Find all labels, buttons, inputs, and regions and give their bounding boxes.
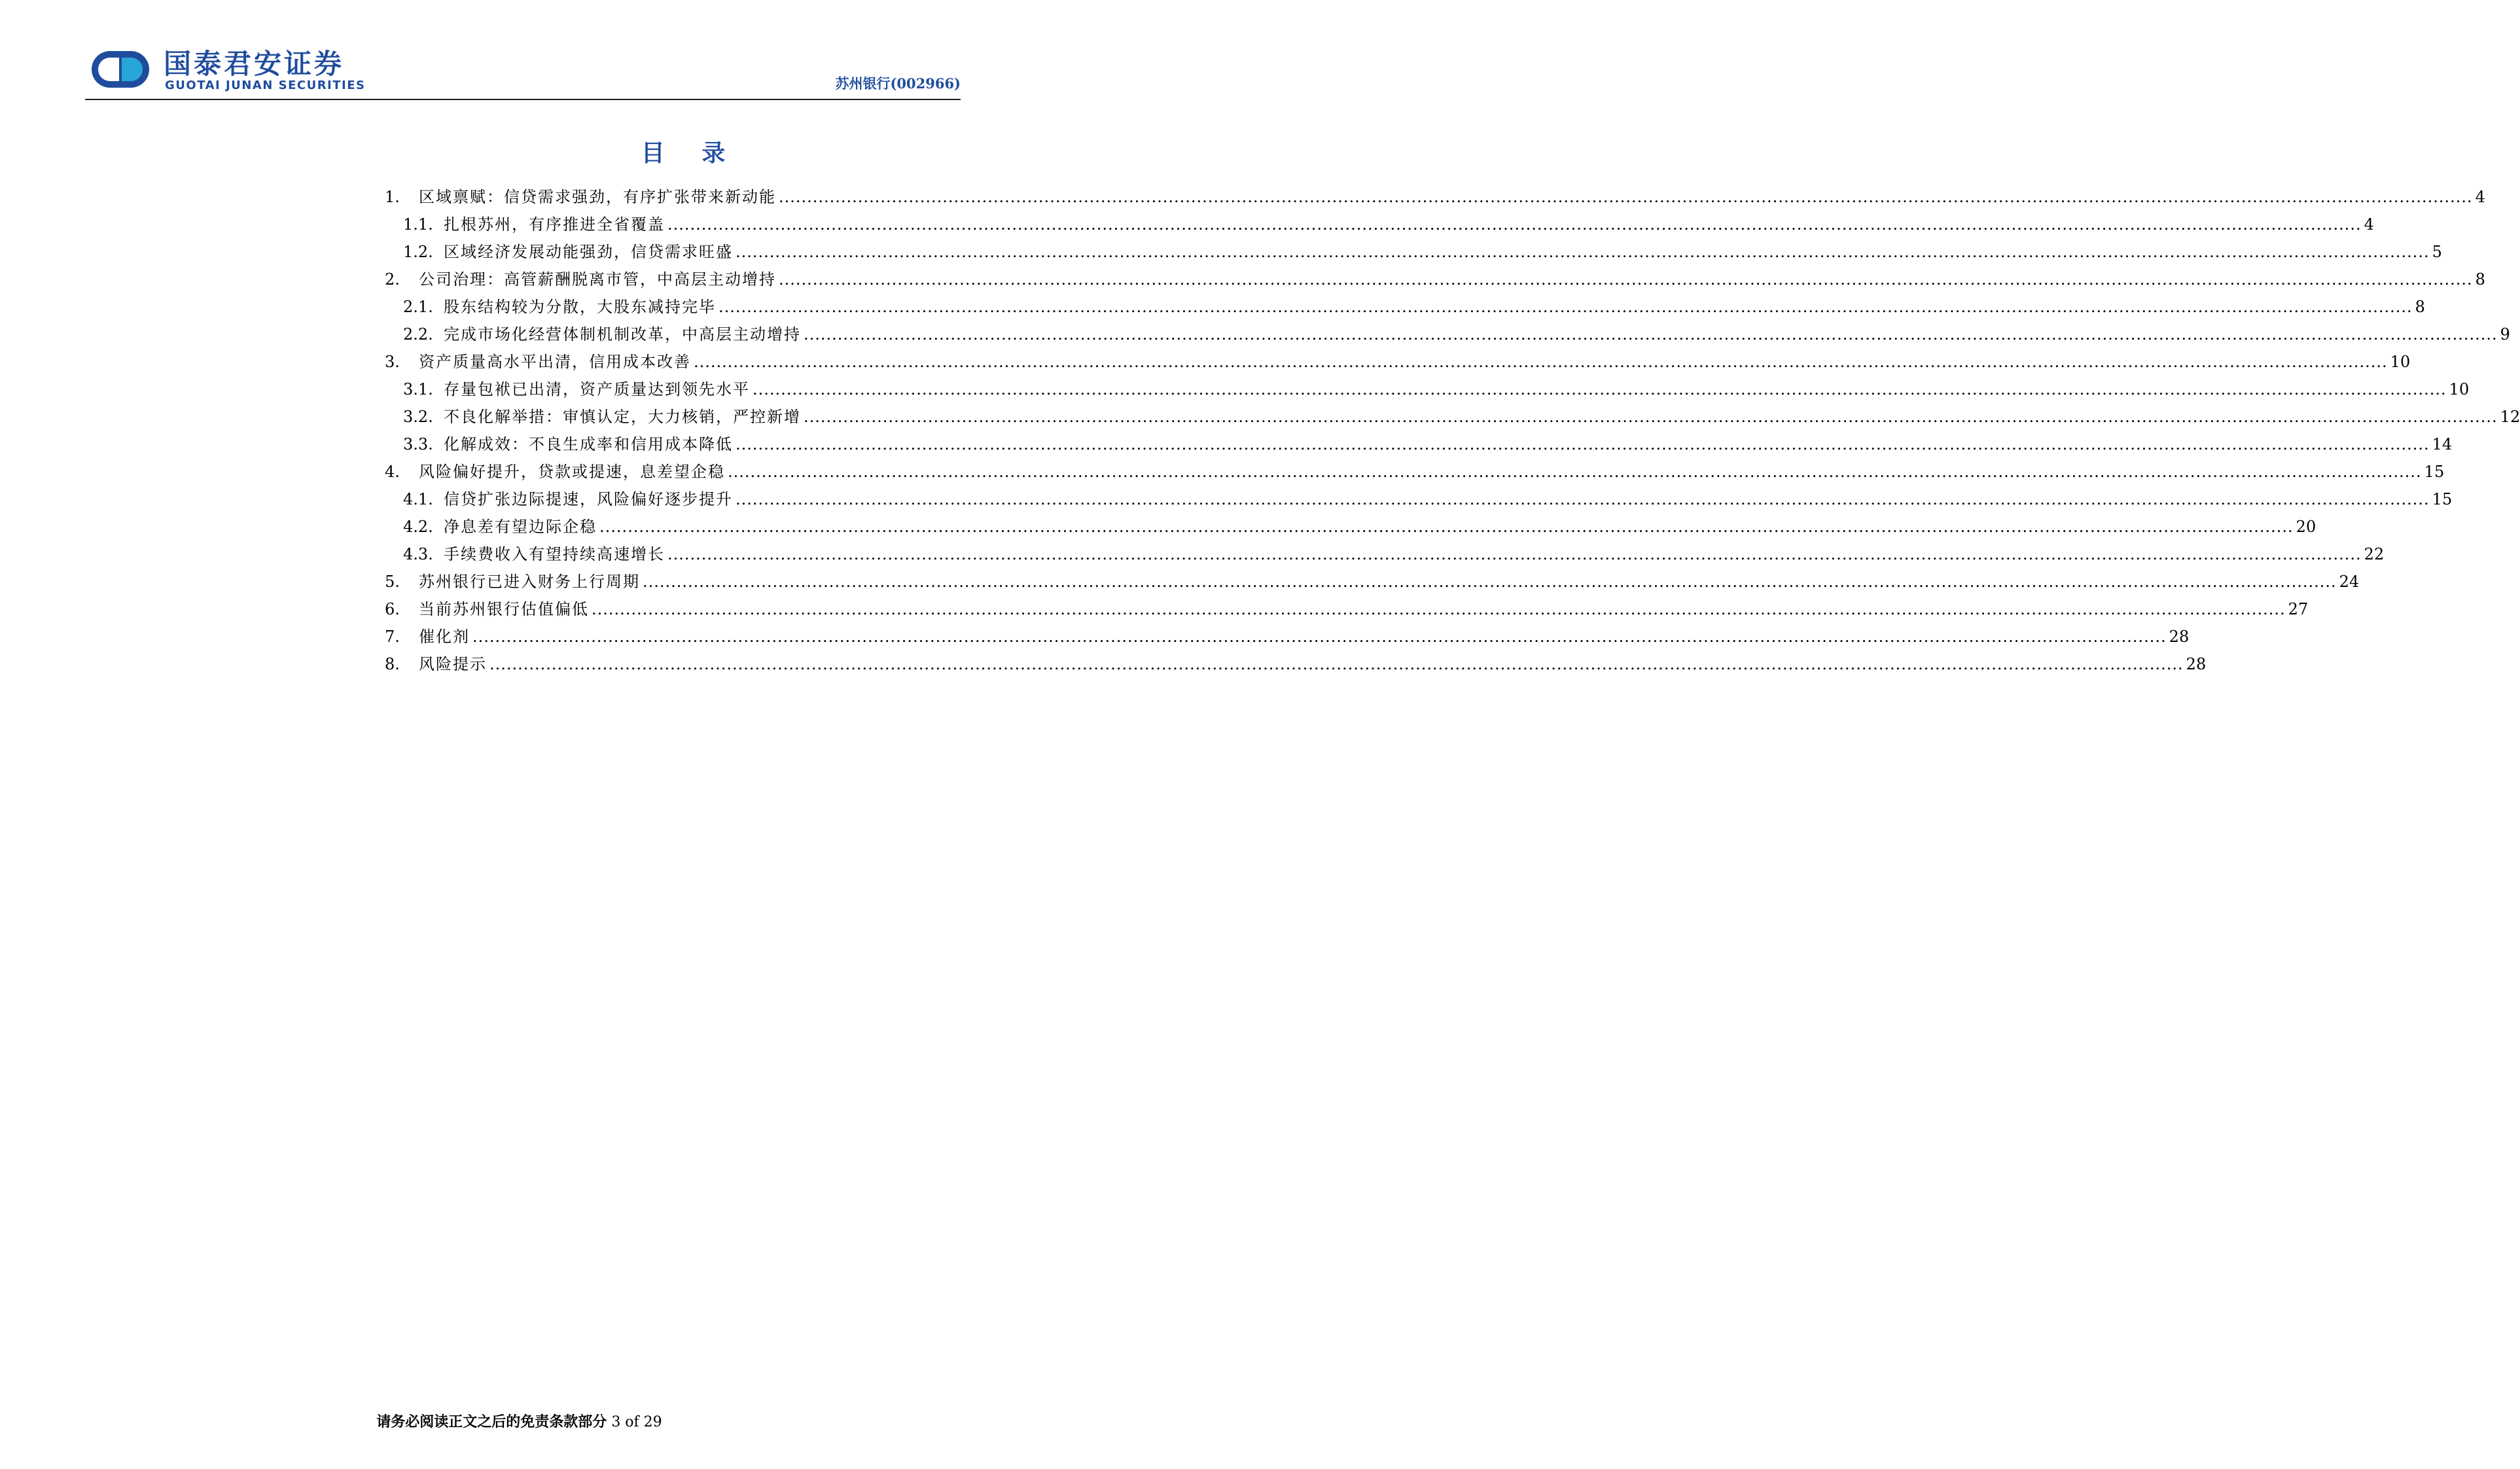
- toc-entry[interactable]: [385, 597, 2309, 625]
- toc-entry-title: 股东结构较为分散，大股东减持完毕: [444, 298, 716, 316]
- toc-entry-page: 28: [2169, 628, 2190, 646]
- toc-entry-number: 2.: [385, 270, 400, 289]
- toc-entry-page: 12: [2500, 408, 2520, 426]
- toc-dot-leader: ............................................................................................................................................................................................................................................................................................................: [599, 518, 2294, 536]
- toc-dot-leader: ............................................................................................................................................................................................................................................................................................................: [592, 600, 2286, 618]
- toc-entry-page: 10: [2390, 353, 2411, 371]
- toc-entry-number: 7.: [385, 628, 400, 646]
- toc-entry[interactable]: [385, 570, 2360, 597]
- toc-entry[interactable]: [385, 268, 2485, 295]
- toc-entry-title: 催化剂: [419, 628, 470, 646]
- toc-entry-page: 8: [2415, 298, 2425, 316]
- toc-entry-title: 完成市场化经营体制机制改革，中高层主动增持: [444, 325, 801, 344]
- toc-entry-page: 24: [2339, 573, 2360, 591]
- toc-entry-page: 4: [2364, 215, 2374, 234]
- toc-entry-title: 风险偏好提升，贷款或提速，息差望企稳: [419, 463, 725, 481]
- brand-name-en: GUOTAI JUNAN SECURITIES: [165, 79, 366, 92]
- toc-entry-number: 2.1.: [403, 298, 433, 316]
- toc-entry-page: 15: [2424, 463, 2445, 481]
- page-footer: [0, 1411, 1038, 1431]
- toc-entry-page: 8: [2475, 270, 2485, 289]
- toc-title: 目 录: [641, 139, 740, 167]
- toc-entry-number: 1.2.: [403, 243, 433, 261]
- toc-entry-number: 8.: [385, 655, 400, 673]
- toc-entry-title: 净息差有望边际企稳: [444, 518, 597, 536]
- toc-dot-leader: ............................................................................................................................................................................................................................................................................................................: [667, 215, 2362, 234]
- toc-entry-title: 化解成效：不良生成率和信用成本降低: [444, 435, 733, 453]
- toc-entry-number: 3.2.: [403, 408, 433, 426]
- toc-entry-title: 风险提示: [419, 655, 487, 673]
- toc-entry-page: 20: [2296, 518, 2316, 536]
- toc-entry-page: 4: [2475, 188, 2485, 206]
- toc-entry-title: 当前苏州银行估值偏低: [419, 600, 589, 618]
- toc-entry-page: 22: [2364, 545, 2385, 563]
- toc-entry-number: 3.: [385, 353, 400, 371]
- toc-dot-leader: ............................................................................................................................................................................................................................................................................................................: [694, 353, 2388, 371]
- toc-entry-number: 6.: [385, 600, 400, 618]
- toc-entry-page: 28: [2186, 655, 2207, 673]
- company-logo-icon: [90, 50, 151, 89]
- toc-entry-number: 2.2.: [403, 325, 433, 344]
- page-header: [85, 41, 961, 101]
- page-number: 3 of 29: [611, 1414, 662, 1430]
- toc-dot-leader: ............................................................................................................................................................................................................................................................................................................: [736, 490, 2430, 508]
- toc-entry-number: 4.2.: [403, 518, 433, 536]
- toc-dot-leader: ............................................................................................................................................................................................................................................................................................................: [667, 545, 2362, 563]
- toc-entry-title: 扎根苏州，有序推进全省覆盖: [444, 215, 665, 234]
- toc-entry-title: 信贷扩张边际提速，风险偏好逐步提升: [444, 490, 733, 508]
- toc-entry-page: 15: [2432, 490, 2453, 508]
- toc-entry-number: 4.1.: [403, 490, 433, 508]
- toc-entry[interactable]: [385, 295, 2425, 323]
- toc-entry[interactable]: [385, 185, 2485, 213]
- toc-entry[interactable]: [385, 542, 2385, 570]
- toc-entry-number: 3.1.: [403, 380, 433, 398]
- report-title: 苏州银行(002966): [835, 75, 961, 92]
- toc-dot-leader: ............................................................................................................................................................................................................................................................................................................: [736, 435, 2430, 453]
- toc-entry-title: 存量包袱已出清，资产质量达到领先水平: [444, 380, 750, 398]
- toc-entry-number: 3.3.: [403, 435, 433, 453]
- toc-entry-title: 苏州银行已进入财务上行周期: [419, 573, 640, 591]
- toc-entry-page: 5: [2432, 243, 2442, 261]
- toc-entry-number: 1.1.: [403, 215, 433, 234]
- toc-dot-leader: ............................................................................................................................................................................................................................................................................................................: [489, 655, 2184, 673]
- toc-entry-number: 1.: [385, 188, 400, 206]
- toc-entry[interactable]: [385, 213, 2374, 240]
- toc-entry[interactable]: [385, 240, 2442, 268]
- header-divider: [85, 99, 961, 100]
- toc-entry-title: 区域经济发展动能强劲，信贷需求旺盛: [444, 243, 733, 261]
- toc-entry-title: 区域禀赋：信贷需求强劲，有序扩张带来新动能: [419, 188, 776, 206]
- toc-dot-leader: ............................................................................................................................................................................................................................................................................................................: [728, 463, 2422, 481]
- toc-entry[interactable]: [385, 350, 2411, 378]
- toc-dot-leader: ............................................................................................................................................................................................................................................................................................................: [719, 298, 2413, 316]
- brand-name-cn: 国泰君安证券: [164, 48, 345, 80]
- toc-entry-number: 4.3.: [403, 545, 433, 563]
- toc-entry[interactable]: [385, 625, 2190, 652]
- toc-entry[interactable]: [385, 405, 2520, 433]
- toc-entry-title: 手续费收入有望持续高速增长: [444, 545, 665, 563]
- toc-dot-leader: ............................................................................................................................................................................................................................................................................................................: [779, 188, 2473, 206]
- toc-dot-leader: ............................................................................................................................................................................................................................................................................................................: [804, 408, 2498, 426]
- toc-entry[interactable]: [385, 460, 2445, 487]
- toc-entry-title: 资产质量高水平出清，信用成本改善: [419, 353, 691, 371]
- toc-entry[interactable]: [385, 652, 2207, 680]
- toc-dot-leader: ............................................................................................................................................................................................................................................................................................................: [753, 380, 2447, 398]
- toc-entry-title: 不良化解举措：审慎认定，大力核销，严控新增: [444, 408, 801, 426]
- toc-dot-leader: ............................................................................................................................................................................................................................................................................................................: [804, 325, 2498, 344]
- toc-entry-page: 27: [2288, 600, 2309, 618]
- toc-entry-page: 14: [2432, 435, 2453, 453]
- toc-entry-page: 9: [2500, 325, 2510, 344]
- toc-dot-leader: ............................................................................................................................................................................................................................................................................................................: [472, 628, 2167, 646]
- toc-dot-leader: ............................................................................................................................................................................................................................................................................................................: [779, 270, 2473, 289]
- table-of-contents: [385, 185, 2520, 680]
- toc-entry-number: 5.: [385, 573, 400, 591]
- toc-entry[interactable]: [385, 487, 2453, 515]
- toc-dot-leader: ............................................................................................................................................................................................................................................................................................................: [736, 243, 2430, 261]
- toc-entry-number: 4.: [385, 463, 400, 481]
- toc-dot-leader: ............................................................................................................................................................................................................................................................................................................: [643, 573, 2337, 591]
- toc-entry[interactable]: [385, 378, 2470, 405]
- toc-entry[interactable]: [385, 515, 2316, 542]
- toc-entry-title: 公司治理：高管薪酬脱离市管，中高层主动增持: [419, 270, 776, 289]
- toc-entry[interactable]: [385, 323, 2510, 350]
- disclaimer-note: 请务必阅读正文之后的免责条款部分: [376, 1413, 607, 1430]
- toc-entry-page: 10: [2449, 380, 2470, 398]
- toc-entry[interactable]: [385, 433, 2453, 460]
